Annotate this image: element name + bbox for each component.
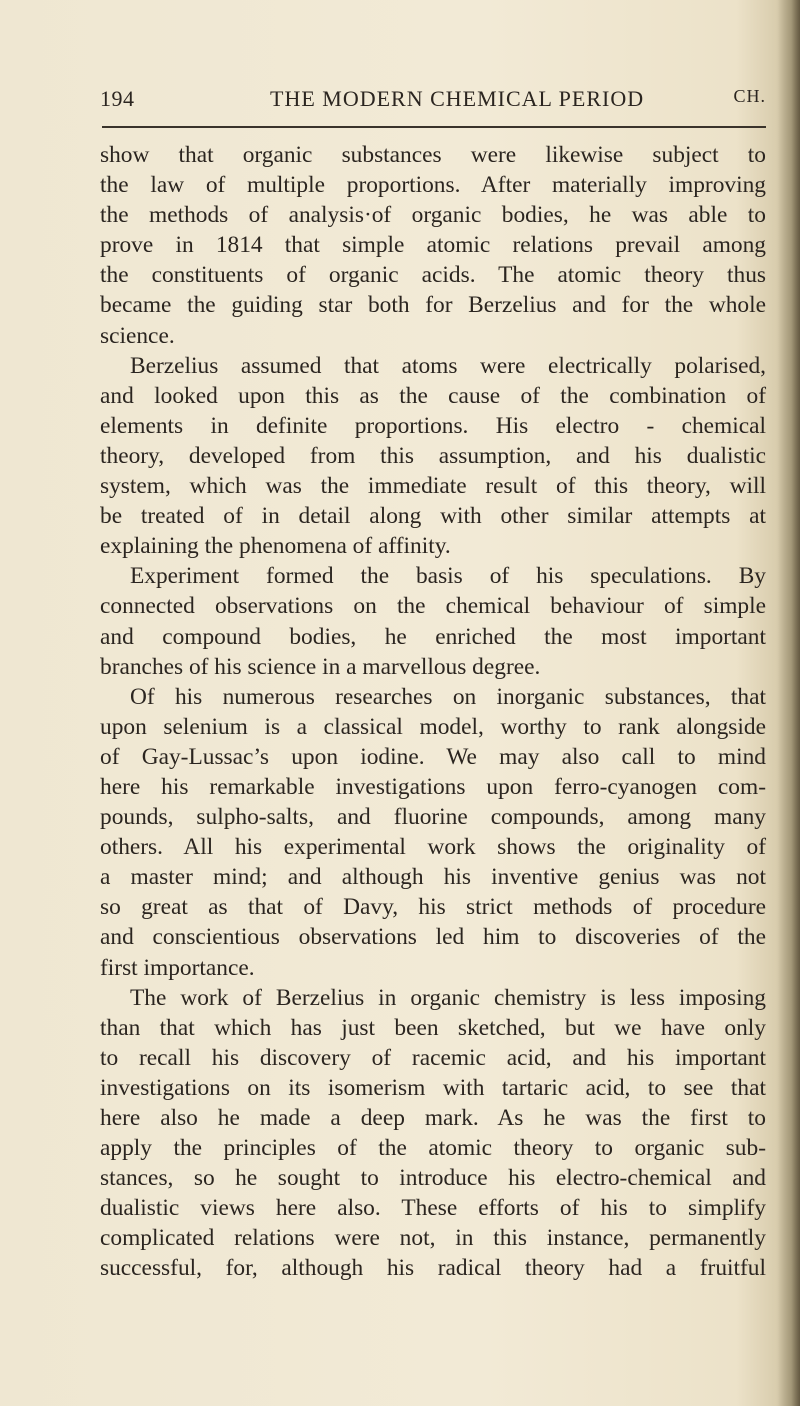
paragraph-start-line: Of his numerous researches on inorganic substances, that xyxy=(130,683,766,710)
text-line: theory, developed from this assumption, and his dualistic xyxy=(100,442,766,469)
page-edge-shadow xyxy=(778,0,800,1406)
text-line: successful, for, although his radical theory had a fruitful xyxy=(100,1255,766,1282)
text-line: and compound bodies, he enriched the most important xyxy=(100,623,766,650)
text-line: complicated relations were not, in this instance, permanently xyxy=(100,1225,766,1252)
paragraph-start-line: Experiment formed the basis of his speculations. By xyxy=(130,563,766,590)
text-line: of Gay-Lussac’s upon iodine. We may also call to mind xyxy=(100,743,766,770)
text-line: others. All his experimental work shows the originality of xyxy=(100,834,766,861)
text-line: apply the principles of the atomic theory to organic sub- xyxy=(100,1135,766,1162)
text-line: elements in definite proportions. His electro - chemical xyxy=(100,412,766,439)
running-title: THE MODERN CHEMICAL PERIOD xyxy=(270,86,645,111)
text-line: the methods of analysis·of organic bodies, he was able to xyxy=(100,202,766,229)
text-line: here his remarkable investigations upon ferro-cyanogen com- xyxy=(100,773,766,800)
text-line: the constituents of organic acids. The atomic theory thus xyxy=(100,262,766,289)
paragraph-end-line: first importance. xyxy=(100,954,255,981)
text-line: system, which was the immediate result of this theory, will xyxy=(100,473,766,500)
text-line: be treated of in detail along with other similar attempts at xyxy=(100,503,766,530)
text-line: show that organic substances were likewise subject to xyxy=(100,142,766,168)
paragraph-start-line: Berzelius assumed that atoms were electrically polarised, xyxy=(130,352,766,379)
body-text xyxy=(100,140,766,1284)
text-line: pounds, sulpho-salts, and fluorine compounds, among many xyxy=(100,804,766,831)
running-head xyxy=(100,86,766,114)
text-line: became the guiding star both for Berzelius and for the whole xyxy=(100,292,766,319)
text-line: here also he made a deep mark. As he was the first to xyxy=(100,1105,766,1131)
paragraph-end-line: explaining the phenomena of affinity. xyxy=(100,533,451,560)
page-number: 194 xyxy=(100,86,135,111)
text-line: investigations on its isomerism with tartaric acid, to see that xyxy=(100,1074,766,1101)
text-line: upon selenium is a classical model, worthy to rank alongside xyxy=(100,713,766,740)
paragraph-start-line: The work of Berzelius in organic chemistry is less imposing xyxy=(130,984,766,1011)
text-line: so great as that of Davy, his strict methods of procedure xyxy=(100,894,766,921)
text-line: connected observations on the chemical behaviour of simple xyxy=(100,593,766,620)
text-line: a master mind; and although his inventive genius was not xyxy=(100,864,766,891)
text-line: and looked upon this as the cause of the combination of xyxy=(100,382,766,409)
header-rule xyxy=(102,126,766,128)
chapter-abbreviation: CH. xyxy=(733,86,766,106)
paragraph-end-line: science. xyxy=(100,322,175,349)
text-line: to recall his discovery of racemic acid, and his important xyxy=(100,1044,766,1071)
text-line: dualistic views here also. These efforts of his to simplify xyxy=(100,1195,766,1222)
text-line: and conscientious observations led him to discoveries of the xyxy=(100,924,766,951)
text-line: prove in 1814 that simple atomic relations prevail among xyxy=(100,232,766,259)
text-line: the law of multiple proportions. After materially improving xyxy=(100,172,766,199)
text-line: than that which has just been sketched, but we have only xyxy=(100,1014,766,1041)
paragraph-end-line: branches of his science in a marvellous degree. xyxy=(100,653,541,680)
text-line: stances, so he sought to introduce his electro-chemical and xyxy=(100,1165,766,1192)
